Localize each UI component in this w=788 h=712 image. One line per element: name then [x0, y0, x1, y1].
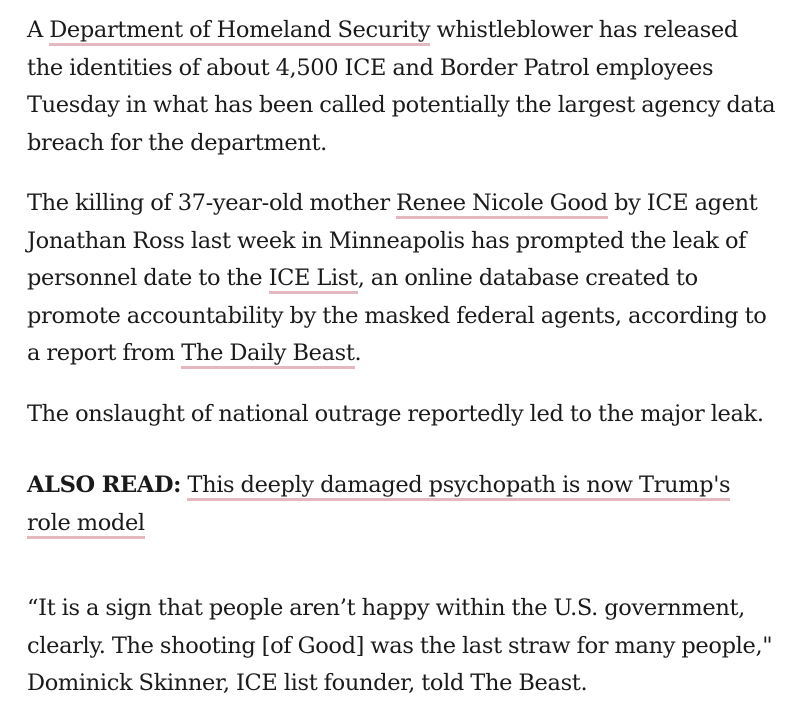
paragraph-text: . [354, 340, 362, 366]
article-body [27, 0, 777, 703]
paragraph-killing-of-renee-good [27, 185, 777, 373]
paragraph-text: The onslaught of national outrage reportedly led to the major leak. [27, 400, 764, 427]
link-renee-nicole-good[interactable]: Renee Nicole Good [396, 190, 608, 219]
paragraph-skinner-quote [27, 590, 777, 703]
also-read-label: ALSO READ: [27, 472, 182, 498]
paragraph-text: A [27, 17, 50, 43]
also-read-link[interactable]: This deeply damaged psychopath is now Trump's role model [27, 472, 730, 539]
paragraph-text: by ICE agent Jonathan Ross last week in Minneapolis has prompted the leak of personnel date to the [27, 190, 758, 291]
paragraph-text: , an online database created to promote accountability by the masked federal agents, according to a report from [27, 265, 767, 366]
paragraph-text: “It is a sign that people aren’t happy within the U.S. government, clearly. The shooting [of Good] was the last straw for many people," Dominick Skinner, ICE list founder, told The Beast. [27, 595, 773, 696]
link-department-of-homeland-security[interactable]: Department of Homeland Security [49, 17, 430, 46]
paragraph-text: whistleblower has released the identities of about 4,500 ICE and Border Patrol employees Tuesday in what has been called potentially the largest agency data breach for the department. [27, 17, 776, 156]
paragraph-dhs-whistleblower [27, 12, 777, 162]
link-ice-list[interactable]: ICE List [269, 265, 358, 294]
paragraph-national-outrage [27, 396, 777, 434]
link-the-daily-beast[interactable]: The Daily Beast [181, 340, 354, 369]
also-read-block [27, 467, 777, 542]
paragraph-text: The killing of 37-year-old mother [27, 190, 397, 216]
